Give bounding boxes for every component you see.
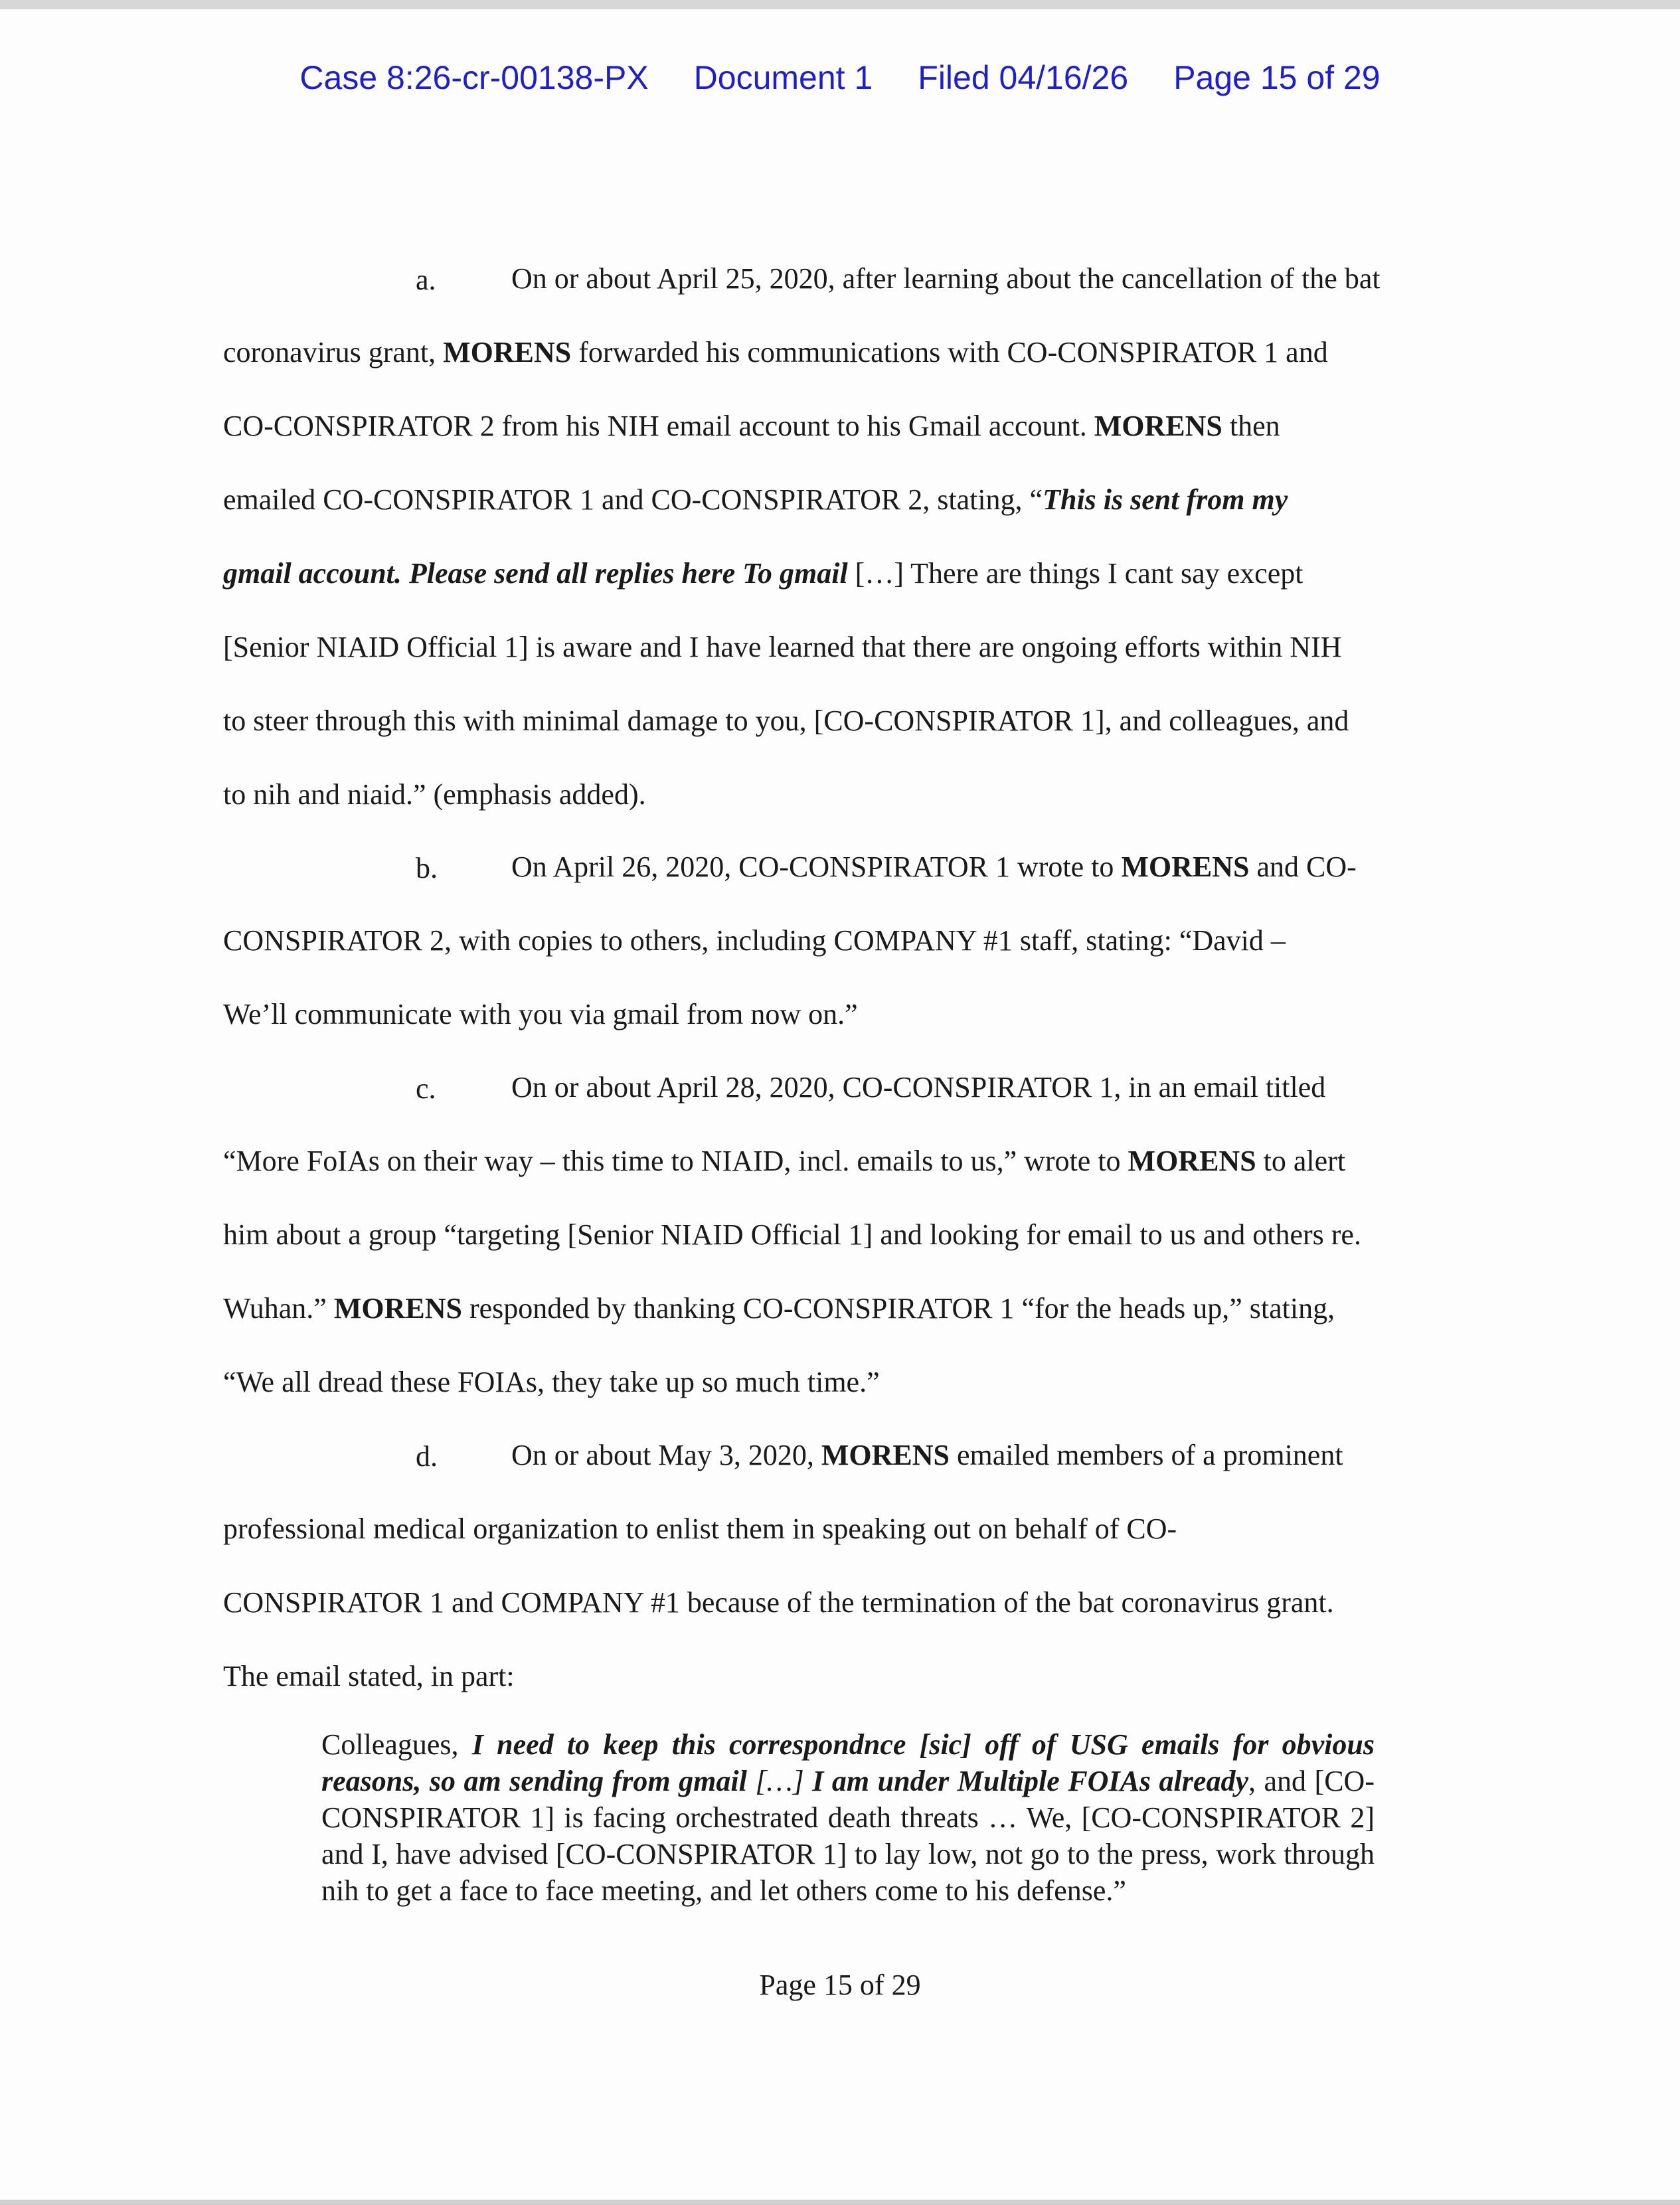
defendant-name: MORENS (821, 1439, 950, 1471)
paragraph-line: “More FoIAs on their way – this time to NIAID, incl. emails to us,” wrote to MORENS to alert (223, 1145, 1346, 1177)
quote-ellipsis: […] (755, 1765, 804, 1797)
paragraph-line: CONSPIRATOR 2, with copies to others, including COMPANY #1 staff, stating: “David – (223, 924, 1286, 957)
paragraph-line: On or about April 28, 2020, CO-CONSPIRATOR 1, in an email titled (511, 1071, 1326, 1103)
paragraph-line: gmail account. Please send all replies here To gmail […] There are things I cant say except (223, 557, 1303, 590)
defendant-name: MORENS (1121, 851, 1250, 883)
header-page-number: Page 15 of 29 (1173, 59, 1381, 96)
paragraph-line: to steer through this with minimal damage to you, [CO-CONSPIRATOR 1], and colleagues, and (223, 704, 1349, 737)
paragraph-line: We’ll communicate with you via gmail from now on.” (223, 998, 858, 1030)
ecf-header (0, 58, 1680, 97)
paragraph-line: professional medical organization to enlist them in speaking out on behalf of CO- (223, 1512, 1177, 1545)
paragraph-line: On or about April 25, 2020, after learning about the cancellation of the bat (511, 262, 1381, 295)
case-number: Case 8:26-cr-00138-PX (299, 59, 649, 96)
emphasized-quote: I need to keep this correspondnce [sic] off of USG emails for obvious reasons, so am sending from gmail (321, 1728, 1375, 1797)
footer-page-number: Page 15 of 29 (759, 1969, 921, 2001)
paragraph-line: The email stated, in part: (223, 1660, 515, 1692)
paragraph-marker: a. (416, 264, 436, 296)
paragraph-line: emailed CO-CONSPIRATOR 1 and CO-CONSPIRATOR 2, stating, “This is sent from my (223, 483, 1288, 516)
emphasized-quote: This is sent from my (1043, 483, 1288, 516)
paragraph-line: On April 26, 2020, CO-CONSPIRATOR 1 wrote to MORENS and CO- (511, 851, 1357, 883)
defendant-name: MORENS (333, 1292, 462, 1325)
defendant-name: MORENS (1128, 1145, 1256, 1177)
emphasized-quote: gmail account. Please send all replies here To gmail (223, 557, 848, 590)
emphasized-quote: I am under Multiple FOIAs already (803, 1765, 1248, 1797)
defendant-name: MORENS (1094, 410, 1222, 442)
filed-date: Filed 04/16/26 (918, 59, 1129, 96)
paragraph-line: CO-CONSPIRATOR 2 from his NIH email account to his Gmail account. MORENS then (223, 410, 1280, 442)
paragraph-line: Wuhan.” MORENS responded by thanking CO-CONSPIRATOR 1 “for the heads up,” stating, (223, 1292, 1335, 1325)
paragraph-line: coronavirus grant, MORENS forwarded his communications with CO-CONSPIRATOR 1 and (223, 336, 1328, 368)
paragraph-line: to nih and niaid.” (emphasis added). (223, 778, 646, 811)
paragraph-line: On or about May 3, 2020, MORENS emailed members of a prominent (511, 1439, 1343, 1471)
paragraph-marker: d. (416, 1440, 438, 1473)
paragraph-line: [Senior NIAID Official 1] is aware and I have learned that there are ongoing efforts within NIH (223, 631, 1342, 663)
document-number: Document 1 (693, 59, 873, 96)
block-quote: Colleagues, I need to keep this correspondnce [sic] off of USG emails for obvious reasons, so am sending from gmail […] I am under Multiple FOIAs already, and [CO-CONSPIRATOR 1] is facing orchestrated death threats … We, [CO-CONSPIRATOR 2] and I, have advised [CO-CONSPIRATOR 1] to lay low, not go to the press, work through nih to get a face to face meeting, and let others come to his defense.” (321, 1728, 1375, 1907)
paragraph-marker: c. (416, 1072, 436, 1105)
page-edge (0, 2200, 1680, 2205)
paragraph-line: “We all dread these FOIAs, they take up so much time.” (223, 1366, 880, 1398)
defendant-name: MORENS (443, 336, 572, 368)
paragraph-line: CONSPIRATOR 1 and COMPANY #1 because of the termination of the bat coronavirus grant. (223, 1586, 1334, 1619)
paragraph-line: him about a group “targeting [Senior NIAID Official 1] and looking for email to us and others re. (223, 1218, 1361, 1251)
paragraph-marker: b. (416, 852, 438, 884)
